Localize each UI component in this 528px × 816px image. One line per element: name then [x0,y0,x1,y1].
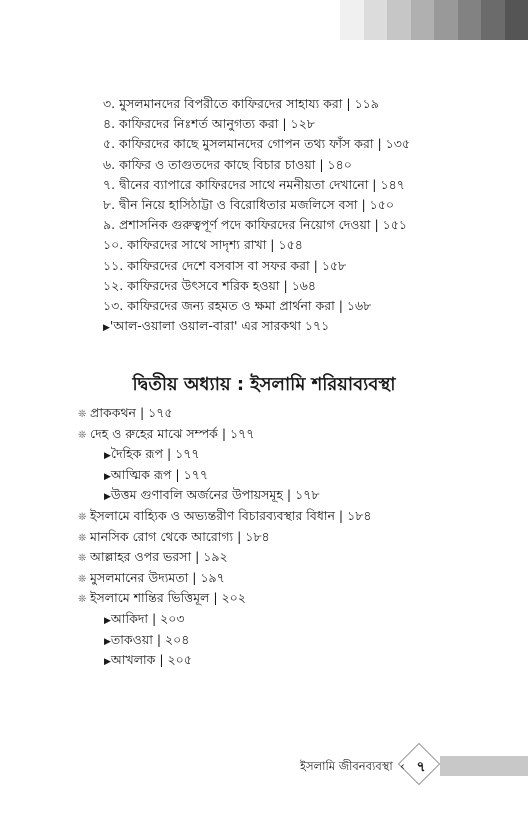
triangle-bullet-icon: ▶ [104,492,111,503]
toc-entry [78,588,508,609]
strip-block [387,0,411,40]
toc-entry [78,527,508,548]
star-bullet-icon: ❊ [78,511,87,523]
toc-entry-text: ইসলামে শান্তির ভিত্তিমূল | ২০২ [90,590,246,606]
triangle-bullet-icon: ▶ [103,323,110,334]
toc-entry [78,506,508,527]
toc-entry: ৭. দ্বীনের ব্যাপারে কাফিরদের সাথে নমনীয়তা দেখানো | ১৪৭ [103,176,405,192]
toc-subentry [78,485,508,506]
toc-entry [78,547,508,568]
toc-entry-text: ইসলামে বাহ্যিক ও অভ্যন্তরীণ বিচারব্যবস্থার বিধান | ১৮৪ [90,507,372,523]
toc-entry-text: প্রাককথন | ১৭৫ [90,405,173,420]
toc-entry: ৮. দ্বীন নিয়ে হাসিঠাট্টা ও বিরোধিতার মজলিসে বসা | ১৫০ [103,196,394,212]
toc-entry-text: আকিদা | ২০৩ [110,610,185,626]
strip-block [505,0,528,40]
toc-entry [78,403,508,424]
toc-subentry [78,444,508,465]
chapter-title: দ্বিতীয় অধ্যায় : ইসলামি শরিয়াব্যবস্থা [132,374,396,395]
strip-block [411,0,435,40]
triangle-bullet-icon: ▶ [104,615,111,626]
toc-entry: ১৩. কাফিরদের জন্য রহমত ও ক্ষমা প্রার্থনা করা | ১৬৮ [103,297,372,313]
toc-subentry [78,630,508,651]
strip-block [364,0,388,40]
header-gradient-strip [340,0,528,40]
star-bullet-icon: ❊ [78,409,87,420]
toc-entry-text: দেহ ও রুহের মাঝে সম্পর্ক | ১৭৭ [90,425,255,441]
toc-entry: ১১. কাফিরদের দেশে বসবাস বা সফর করা | ১৫৮ [103,257,347,273]
toc-subentry [78,609,508,630]
star-bullet-icon: ❊ [78,573,87,585]
toc-entry-text: মুসলমানের উদ্যমতা | ১৯৭ [90,569,225,585]
toc-entry-text: তাকওয়া | ২০৪ [110,631,190,647]
toc-entry-text: উত্তম গুণাবলি অর্জনের উপায়সমূহ | ১৭৮ [110,487,320,503]
star-bullet-icon: ❊ [78,594,87,606]
star-bullet-icon: ❊ [78,532,87,544]
toc-list-part1 [103,94,513,336]
toc-entry: ৩. মুসলমানদের বিপরীতে কাফিরদের সাহায্য করা | ১১৯ [103,96,379,111]
triangle-bullet-icon: ▶ [104,636,111,647]
strip-block [434,0,458,40]
toc-entry-text: আল্লাহর ওপর ভরসা | ১৯২ [90,549,228,565]
toc-entry: ৫. কাফিরদের কাছে মুসলমানদের গোপন তথ্য ফাঁস করা | ১৩৫ [103,136,410,152]
toc-list-part2 [78,403,508,671]
toc-entry-summary [103,316,513,336]
triangle-bullet-icon: ▶ [104,657,111,668]
page-footer [0,746,528,786]
footer-bar [440,756,528,776]
toc-entry-text: আত্মিক রূপ | ১৭৭ [110,466,208,482]
triangle-bullet-icon: ▶ [104,451,111,462]
toc-subentry [78,650,508,671]
star-bullet-icon: ❊ [78,429,87,441]
chevron-left-icon: ‹ [400,759,405,773]
star-bullet-icon: ❊ [78,553,87,565]
page-number: ৭ [416,759,426,775]
toc-entry [78,568,508,589]
triangle-bullet-icon: ▶ [104,471,111,482]
toc-entry [78,424,508,445]
toc-entry: ১২. কাফিরদের উৎসবে শরিক হওয়া | ১৬৪ [103,277,317,293]
toc-entry-text: 'আল-ওয়ালা ওয়াল-বারা' এর সারকথা ১৭১ [109,318,330,334]
toc-entry: ৪. কাফিরদের নিঃশর্ত আনুগত্য করা | ১২৮ [103,116,315,132]
toc-entry: ১০. কাফিরদের সাথে সাদৃশ্য রাখা | ১৫৪ [103,237,303,253]
strip-block [481,0,505,40]
toc-entry: ৬. কাফির ও তাগুতদের কাছে বিচার চাওয়া | ১৪০ [103,156,352,172]
strip-block [340,0,364,40]
toc-entry: ৯. প্রশাসনিক গুরুত্বপূর্ণ পদে কাফিরদের নিয়োগ দেওয়া | ১৫১ [103,217,407,233]
toc-entry-text: আখলাক | ২০৫ [110,652,192,668]
toc-entry-text: মানসিক রোগ থেকে আরোগ্য | ১৮৪ [90,528,270,544]
strip-block [458,0,482,40]
toc-entry-text: দৈহিক রূপ | ১৭৭ [110,446,200,462]
running-title: ইসলামি জীবনব্যবস্থা ‹ [300,759,405,773]
toc-subentry [78,465,508,486]
